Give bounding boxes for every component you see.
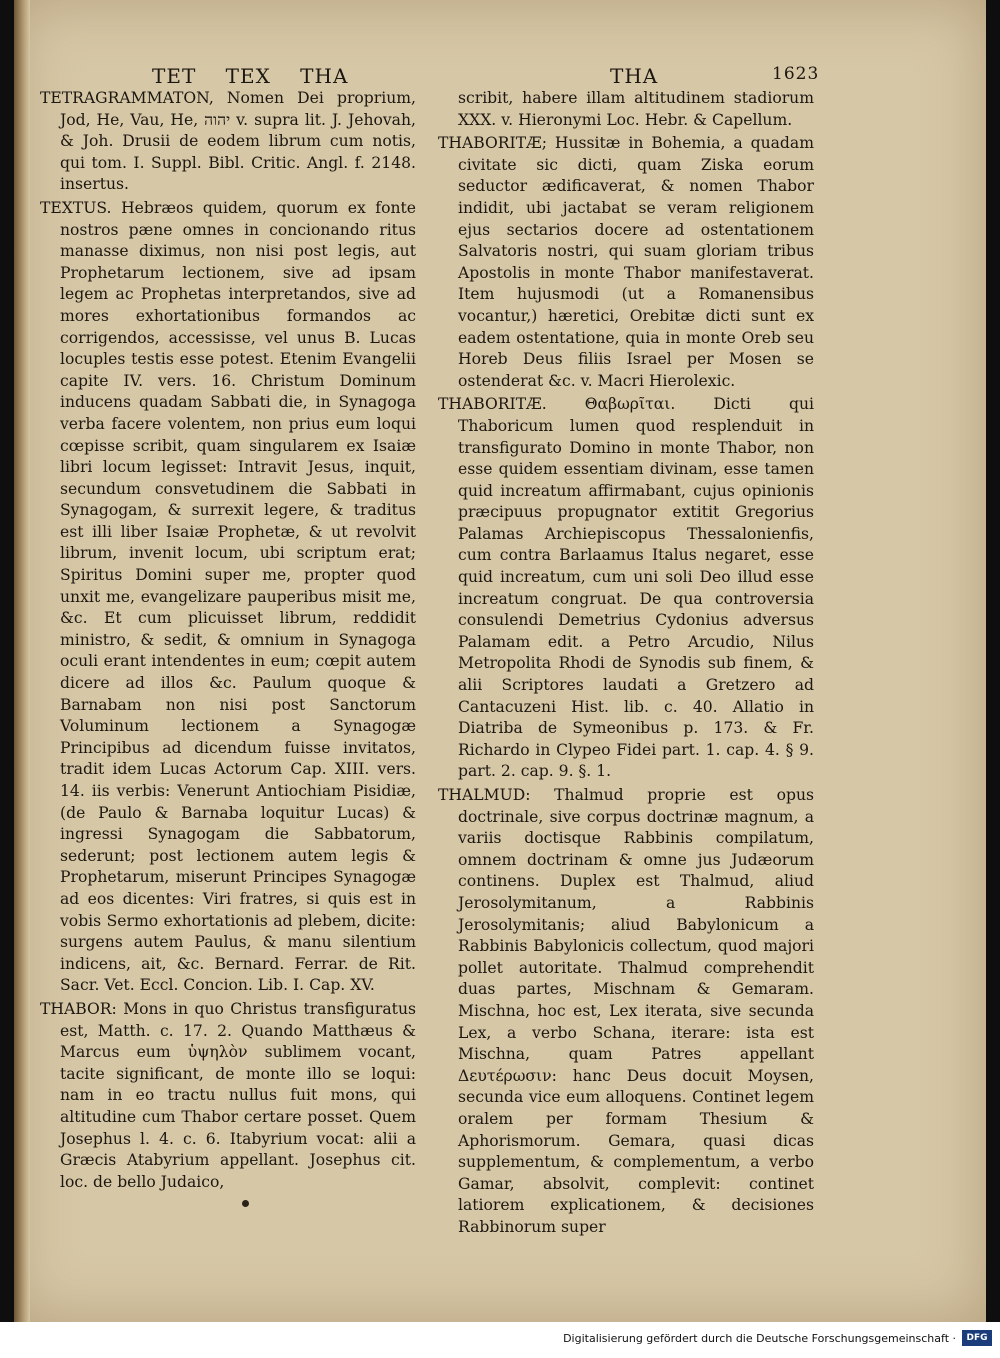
- digitization-footer: [0, 1322, 1000, 1358]
- footer-credit: Digitalisierung gefördert durch die Deutsche Forschungsgemeinschaft ·: [563, 1332, 956, 1345]
- book-spine: [14, 0, 30, 1322]
- ink-dot: [242, 1200, 249, 1207]
- right-column: [438, 88, 814, 1240]
- running-head-center: THA: [610, 64, 659, 88]
- running-head-left: TET TEX THA: [152, 64, 349, 88]
- entry-thabor: THABOR: Mons in quo Christus transfiguratus est, Matth. c. 17. 2. Quando Matthæus & Marcus eum ὑψηλὸν sublimem vocant, tacite significant, de monte illo se loqui: nam in eo tractu nullus fuit mons, qui altitudine cum Thabor certare posset. Quem Josephus l. 4. c. 6. Itabyrium vocat: alii a Græcis Atabyrium appellant. Josephus cit. loc. de bello Judaico,: [40, 999, 416, 1191]
- entry-thalmud: THALMUD: Thalmud proprie est opus doctrinale, sive corpus doctrinæ magnum, a variis doctisque Rabbinis compilatum, omnem doctrinam & omne jus Judæorum continens. Duplex est Thalmud, aliud Jerosolymitanum, a Rabbinis Jerosolymitanis; aliud Babylonicum a Rabbinis Babylonicis collectum, quod majori pollet autoritate. Thalmud comprehendit duas partes, Mischnam & Gemaram. Mischna, hoc est, Lex iterata, sive secunda Lex, a verbo Schana, iterare: ista est Mischna, quam Patres appellant Δευτέρωσιν: hanc Deus docuit Moysen, secunda vice eum alloquens. Continet legem oralem per formam Thesium & Aphorismorum. Gemara, quasi dicas supplementum, & complementum, a verbo Gamar, absolvit, complevit: continet latiorem explicationem, & decisiones Rabbinorum super: [438, 786, 814, 1236]
- entry-thaboritae-hussitae: THABORITÆ; Hussitæ in Bohemia, a quadam civitate sic dicti, quam Ziska eorum seductor ædificaverat, & nomen Thabor indidit, ubi jactabat se veram religionem ejus sectarios docere ad ostentationem Salvatoris nostri, qui suam gloriam tribus Apostolis in monte Thabor manifestaverat. Item hujusmodi (ut a Romanensibus vocantur,) hæretici, Orebitæ dicti sunt ex eadem ostentatione, quia in monte Oreb seu Horeb Deus filiis Israel per Mosen se ostenderat &c. v. Macri Hierolexic.: [438, 134, 814, 390]
- entry-textus: TEXTUS. Hebræos quidem, quorum ex fonte nostros pæne omnes in concionando ritus manasse diximus, non nisi post legis, aut Prophetarum lectionem, sive ad ipsam legem ac Prophetas interpretandos, sive ad mores exhortationibus formandos ac corrigendos, accessisse, vel unus B. Lucas locuples testis esse potest. Etenim Evangelii capite IV. vers. 16. Christum Dominum inducens quadam Sabbati die, in Synagoga verba facere volentem, non prius eum loqui cœpisse scribit, quam singularem ex Isaiæ libri locum legisset: Intravit Jesus, inquit, secundum consvetudinem die Sabbati in Synagogam, & surrexit legere, & traditus est illi liber Isaiæ Prophetæ, & ut revolvit librum, invenit locum, ubi scriptum erat; Spiritus Domini super me, propter quod unxit me, evangelizare pauperibus misit me, &c. Et cum plicuisset librum, reddidit ministro, & sedit, & omnium in Synagoga oculi erant intendentes in eum; cœpit autem dicere ad illos &c. Paulum quoque & Barnabam non nisi post Sanctorum Voluminum lectionem a Synagogæ Principibus ad dicendum fuisse invitatos, tradit idem Lucas Actorum Cap. XIII. vers. 14. iis verbis: Venerunt Antiochiam Pisidiæ, (de Paulo & Barnaba loquitur Lucas) & ingressi Synagogam die Sabbatorum, sederunt; post lectionem autem legis & Prophetarum, miserunt Principes Synagogæ ad eos dicentes: Viri fratres, si quis est in vobis Sermo exhortationis ad plebem, dicite: surgens autem Paulus, & manu silentium indicens, ait, &c. Bernard. Ferrar. de Rit. Sacr. Vet. Eccl. Concion. Lib. I. Cap. XV.: [40, 198, 416, 995]
- page-number: 1623: [772, 64, 820, 84]
- entry-thaboritae-palamitae: THABORITÆ. Θαβωρῖται. Dicti qui Thaboricum lumen quod resplenduit in transfigurato Domino in monte Thabor, non esse quidem essentiam divinam, esse tamen quid increatum affirmabant, cujus opinionis præcipuus propugnator extitit Gregorius Palamas Archiepiscopus Thessalonienfis, cum contra Barlaamus Italus negaret, esse quid increatum, cum uni soli Deo illud esse increatum congruat. De qua controversia consulendi Demetrius Cydonius adversus Palamam edit. a Petro Arcudio, Nilus Metropolita Rhodi de Synodis sub finem, & alii Scriptores laudati a Gretzero ad Cantacuzeni Hist. lib. c. 40. Allatio in Diatriba de Symeonibus p. 173. & Fr. Richardo in Clypeo Fidei part. 1. cap. 4. § 9. part. 2. cap. 9. §. 1.: [438, 395, 814, 781]
- dfg-logo: DFG: [962, 1330, 992, 1346]
- book-page: [14, 0, 986, 1322]
- left-column: [40, 88, 416, 1195]
- entry-thabor-continued: scribit, habere illam altitudinem stadiorum XXX. v. Hieronymi Loc. Hebr. & Capellum.: [458, 89, 814, 129]
- entry-tetragrammaton: TETRAGRAMMATON, Nomen Dei proprium, Jod, He, Vau, He, יהוה v. supra lit. J. Jehovah, & Joh. Drusii de eodem librum cum notis, qui tom. I. Suppl. Bibl. Critic. Angl. f. 2148. insertus.: [40, 89, 416, 194]
